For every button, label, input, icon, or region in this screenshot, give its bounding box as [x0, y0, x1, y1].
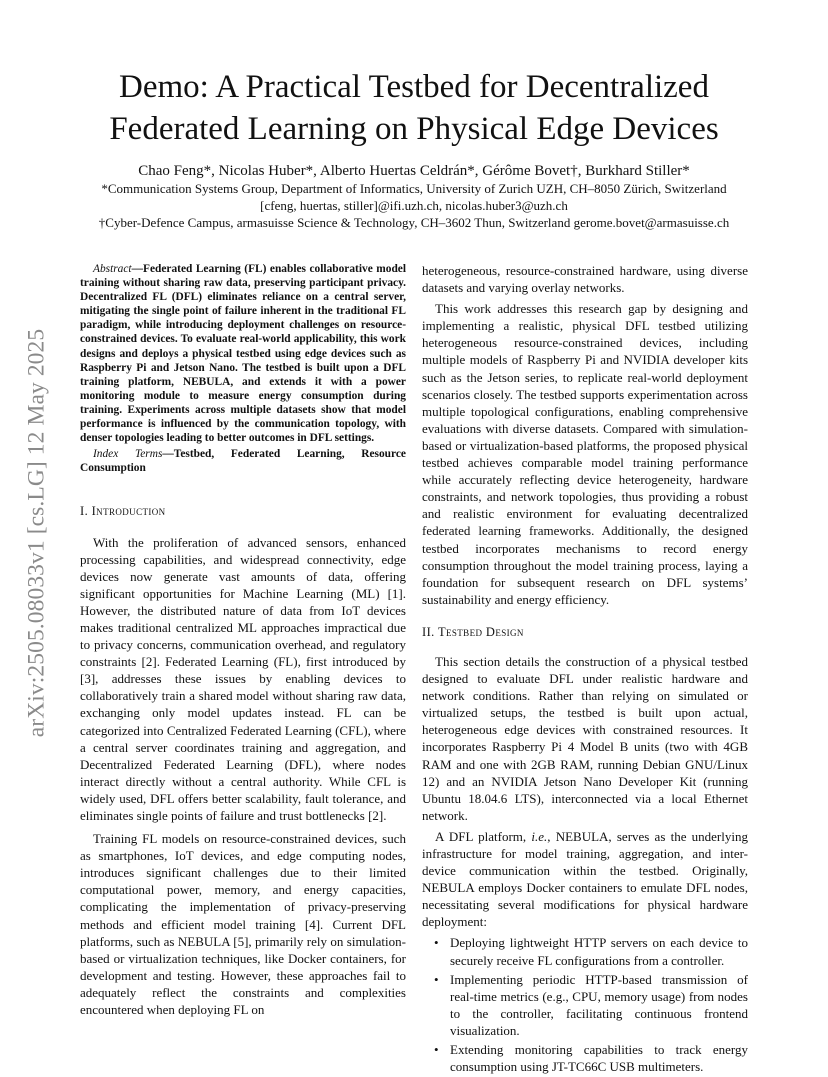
affiliation-uzh: *Communication Systems Group, Department of Informatics, University of Zurich UZH, CH–8050 Zürich, Switzerland	[101, 181, 727, 196]
affiliation-emails: [cfeng, huertas, stiller]@ifi.uzh.ch, nicolas.huber3@uzh.ch	[260, 198, 568, 213]
bullet-icon: •	[434, 1042, 439, 1058]
design-p2-start: A DFL platform,	[435, 828, 532, 844]
abstract	[80, 262, 406, 445]
index-terms-label: Index Terms	[93, 448, 163, 461]
modification-list	[422, 934, 748, 1075]
arxiv-id: arXiv:2505.08033v1 [cs.LG] 12 May 2025	[23, 328, 50, 738]
right-column	[422, 262, 748, 1077]
design-paragraph-1: This section details the construction of a physical testbed designed to evaluate DFL under realistic hardware and network conditions. Rather than relying on simulated or virtualized setups, the testbed is built upon actual, heterogeneous edge devices with constrained resources. It incorporates Raspberry Pi 4 Model B units (two with 4GB RAM and one with 2GB RAM, running Debian GNU/Linux 12) and an NVIDIA Jetson Nano Developer Kit (running Ubuntu 18.04.6 LTS), interconnected via a local Ethernet network.	[422, 653, 748, 823]
bullet-icon: •	[434, 971, 439, 987]
author-list: Chao Feng*, Nicolas Huber*, Alberto Huertas Celdrán*, Gérôme Bovet†, Burkhard Stiller*	[138, 163, 690, 179]
section-heading-testbed-design: II. Testbed Design	[422, 624, 524, 639]
left-column	[80, 262, 406, 1018]
list-item-text: Extending monitoring capabilities to track energy consumption using JT-TC66C USB multimeters.	[450, 1042, 748, 1075]
intro-paragraph-2: Training FL models on resource-constrained devices, such as smartphones, IoT devices, and edge computing nodes, introduces significant challenges due to their limited computational power, memory, and energy capacities, complicating the implementation of privacy-preserving methods and efficient model training [4]. Current DFL platforms, such as NEBULA [5], primarily rely on simulation-based or virtualization techniques, like Docker containers, for development and testing. However, these approaches fail to adequately reflect the constraints and complexities encountered when deploying FL on	[80, 831, 406, 1018]
paper-title	[40, 66, 788, 150]
continued-paragraph: heterogeneous, resource-constrained hardware, using diverse datasets and varying overlay networks.	[422, 263, 748, 296]
index-terms-text: —Testbed, Federated Learning, Resource Consumption	[80, 448, 406, 475]
list-item	[422, 1041, 748, 1075]
design-p2-rest: , NEBULA, serves as the underlying infrastructure for model training, aggregation, and inter-device communication within the testbed. Originally, NEBULA employs Docker containers to emulate DFL nodes, necessitating several modifications for physical hardware deployment:	[422, 828, 748, 930]
index-terms	[80, 447, 406, 475]
list-item-text: Deploying lightweight HTTP servers on each device to securely receive FL configurations from a controller.	[450, 935, 748, 968]
abstract-label: Abstract	[93, 263, 132, 275]
list-item-text: Implementing periodic HTTP-based transmission of real-time metrics (e.g., CPU, memory usage) from nodes to the controller, facilitating continuous frontend visualization.	[450, 971, 748, 1038]
title-line-1: Demo: A Practical Testbed for Decentralized	[119, 69, 709, 105]
section-heading-introduction: I. Introduction	[80, 504, 166, 519]
list-item	[422, 934, 748, 968]
affiliation-armasuisse: †Cyber-Defence Campus, armasuisse Science & Technology, CH–3602 Thun, Switzerland gerome.bovet@armasuisse.ch	[98, 215, 730, 230]
abstract-text: —Federated Learning (FL) enables collaborative model training without sharing raw data, preserving participant privacy. Decentralized FL (DFL) eliminates reliance on a central server, mitigating the single point of failure inherent in the traditional FL paradigm, while introducing deployment challenges on resource-constrained devices. To evaluate real-world applicability, this work designs and deploys a physical testbed using edge devices such as Raspberry Pi and Jetson Nano. The testbed is built upon a DFL training platform, NEBULA, and extends it with a power monitoring module to measure energy consumption during training. Experiments across multiple datasets show that model performance is influenced by the communication topology, with denser topologies leading to better outcomes in DFL settings.	[80, 263, 406, 445]
research-gap-paragraph: This work addresses this research gap by designing and implementing a realistic, physical DFL testbed utilizing heterogeneous resource-constrained devices, including multiple models of Raspberry Pi and NVIDIA developer kits such as the Jetson series, to replicate real-world deployment scenarios closely. The testbed supports experimentation across multiple topological configurations, enabling comprehensive evaluations with diverse datasets. Compared with simulation-based or virtualization-based platforms, the proposed physical testbed achieves comparable model training performance while accurately reflecting device heterogeneity, hardware constraints, and network topologies, thus providing a robust and realistic environment for evaluating decentralized federated learning frameworks. Additionally, the designed testbed incorporates mechanisms to record energy consumption throughout the model training process, laying a foundation for subsequent research on DFL systems’ sustainability and energy efficiency.	[422, 301, 748, 607]
intro-paragraph-1: With the proliferation of advanced sensors, enhanced processing capabilities, and widespread connectivity, edge devices now generate vast amounts of data, offering significant opportunities for Machine Learning (ML) [1]. However, the distributed nature of data from IoT devices makes traditional centralized ML approaches impractical due to privacy concerns, communication overhead, and regulatory constraints [2]. Federated Learning (FL), first introduced by [3], addresses these issues by enabling devices to collaboratively train a shared model without sharing raw data, exchanging only model updates instead. FL can be categorized into Centralized Federated Learning (CFL), where a central server coordinates training and aggregation, and Decentralized Federated Learning (DFL), where nodes interact directly without a central authority. While CFL is widely used, DFL offers better scalability, fault tolerance, and eliminates single points of failure and trust bottlenecks [2].	[80, 534, 406, 823]
list-item	[422, 971, 748, 1039]
bullet-icon: •	[434, 935, 439, 951]
design-p2-ie: i.e.	[531, 828, 548, 844]
title-line-2: Federated Learning on Physical Edge Devices	[109, 111, 719, 147]
design-paragraph-2	[422, 828, 748, 931]
arxiv-watermark	[20, 296, 54, 770]
